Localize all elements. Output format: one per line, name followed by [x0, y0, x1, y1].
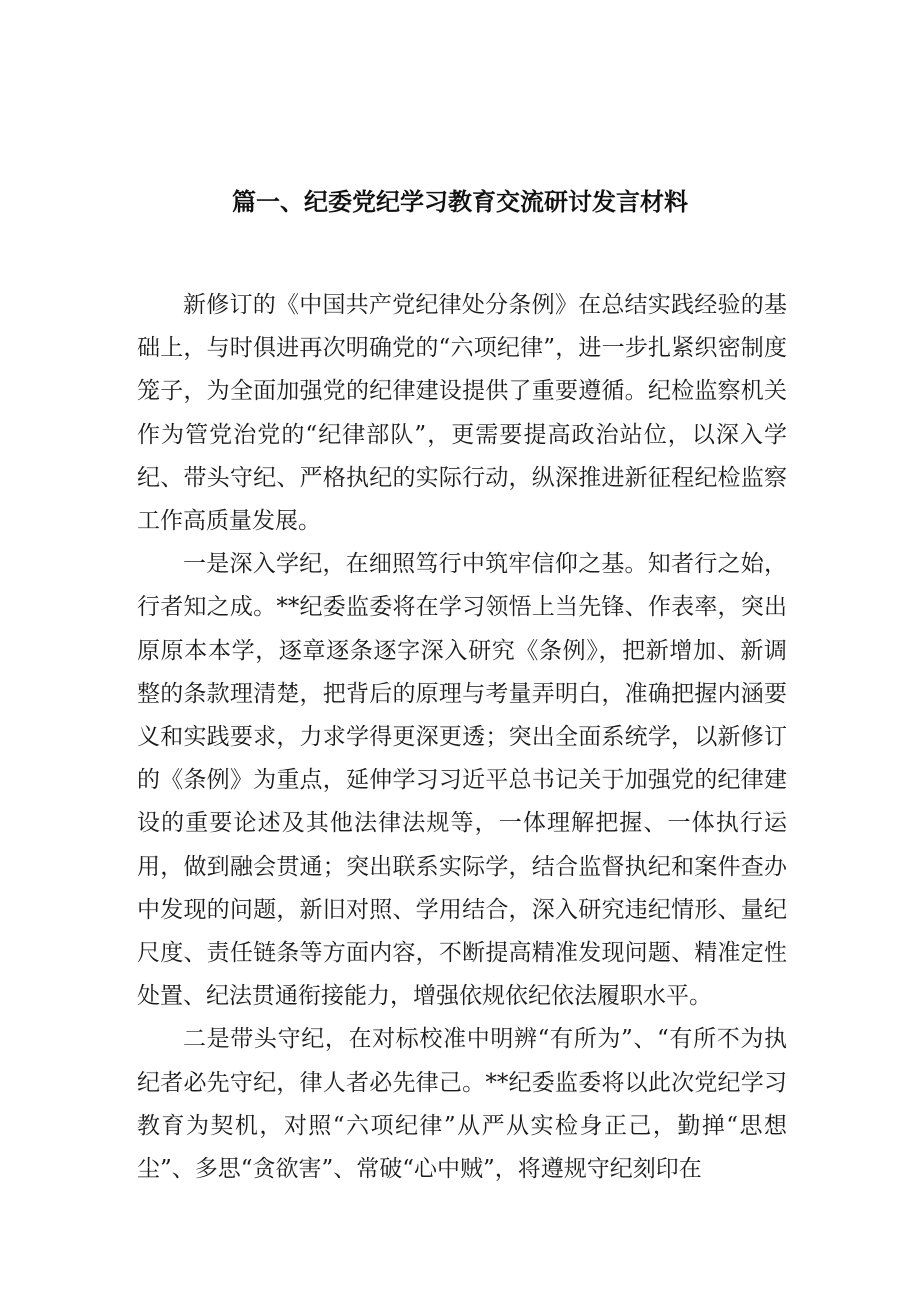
paragraph-study-discipline: 一是深入学纪，在细照笃行中筑牢信仰之基。知者行之始，行者知之成。**纪委监委将在学习领悟上当先锋、作表率，突出原原本本学，逐章逐条逐字深入研究《条例》，把新增加、新调整的条款理清楚，把背后的原理与考量弄明白，准确把握内涵要义和实践要求，力求学得更深更透；突出全面系统学，以新修订的《条例》为重点，延伸学习习近平总书记关于加强党的纪律建设的重要论述及其他法律法规等，一体理解把握、一体执行运用，做到融会贯通；突出联系实际学，结合监督执纪和案件查办中发现的问题，新旧对照、学用结合，深入研究违纪情形、量纪尺度、责任链条等方面内容，不断提高精准发现问题、精准定性处置、纪法贯通衔接能力，增强依规依纪依法履职水平。 [137, 551, 787, 1010]
paragraph-keep-discipline: 二是带头守纪，在对标校准中明辨“有所为”、“有所不为执纪者必先守纪，律人者必先律己。**纪委监委将以此次党纪学习教育为契机，对照“六项纪律”从严从实检身正己，勤掸“思想尘”、多思“贪欲害”、常破“心中贼”，将遵规守纪刻印在 [137, 1026, 787, 1183]
document-title: 篇一、纪委党纪学习教育交流研讨发言材料 [232, 188, 688, 216]
document-body [137, 284, 787, 1191]
paragraph-intro: 新修订的《中国共产党纪律处分条例》在总结实践经验的基础上，与时俱进再次明确党的“六项纪律”，进一步扎紧织密制度笼子，为全面加强党的纪律建设提供了重要遵循。纪检监察机关作为管党治党的“纪律部队”，更需要提高政治站位，以深入学纪、带头守纪、严格执纪的实际行动，纵深推进新征程纪检监察工作高质量发展。 [137, 292, 787, 535]
